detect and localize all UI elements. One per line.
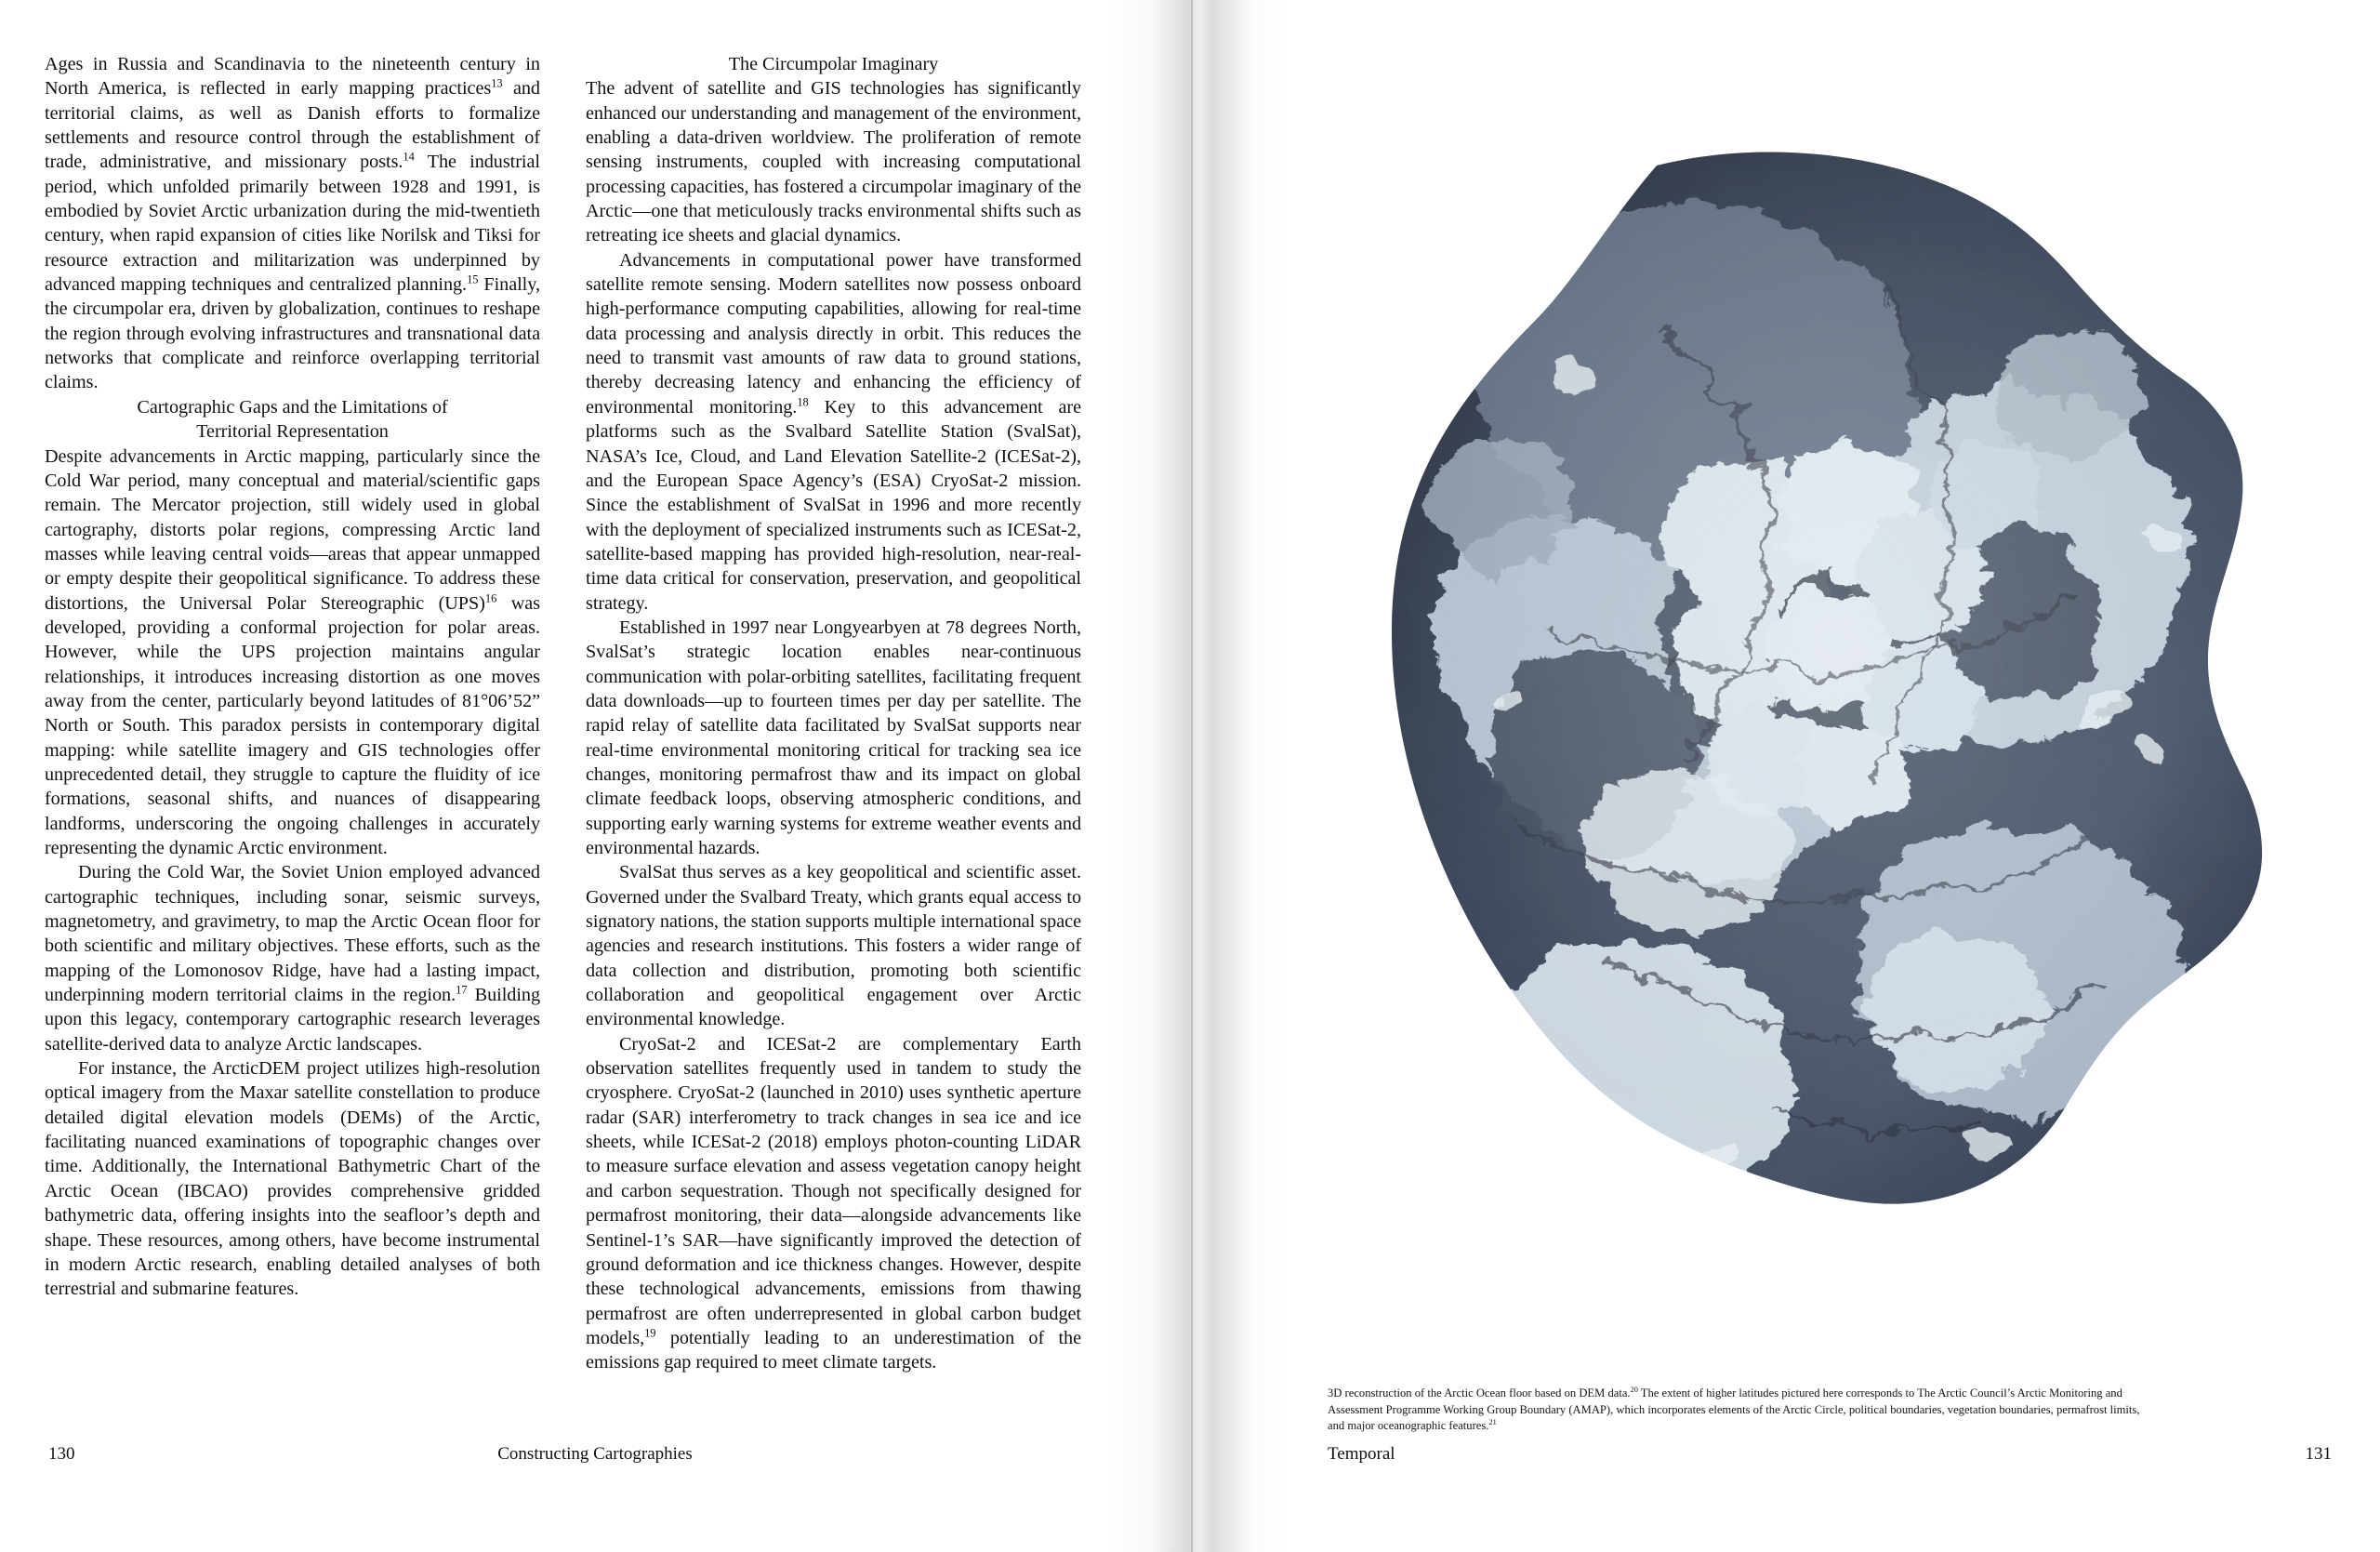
para-text: Advancements in computational power have transformed satellite remote sensing. Modern satellites now possess onboard high-performance computing capabilities, allowing for real-time data processing and analysis directly in orbit. This reduces the need to transmit vast amounts of raw data to ground stations, thereby decreasing latency and enhancing the efficiency of environmental monitoring. (586, 249, 1081, 418)
para-text: Finally, the circumpolar era, driven by globalization, continues to reshape the region through evolving infrastructures and transnational data networks that complicate and reinforce overlapping territorial claims. (45, 274, 540, 393)
caption-text: of the Arctic Circle, political boundaries, vegetation boundaries, permafrost limits, and major oceanographic features. (1328, 1402, 2140, 1433)
paragraph-1: The advent of satellite and GIS technologies has significantly enhanced our understanding and management of the environment, enabling a data-driven worldview. The proliferation of remote sensing instruments, coupled with increasing computational processing capacities, has fostered a circumpolar imaginary of the Arctic—one that meticulously tracks environmental shifts such as retreating ice sheets and glacial dynamics. (586, 78, 1081, 246)
para-text: Ages in Russia and Scandinavia to the nineteenth century in North America, is reflected in early mapping practices (45, 54, 540, 99)
footnote-marker-14: 14 (403, 150, 415, 164)
arctic-dem-illustration (1329, 139, 2306, 1283)
paragraph-3: Established in 1997 near Longyearbyen at 78 degrees North, SvalSat’s strategic location enables near-continuous communication with polar-orbiting satellites, facilitating frequent data downloads—up to fourteen times per day per satellite. The rapid relay of satellite data facilitated by SvalSat supports near real-time environmental monitoring critical for tracking sea ice changes, monitoring permafrost thaw and its impact on global climate feedback loops, observing atmospheric conditions, and supporting early warning systems for extreme weather events and environmental hazards. (586, 617, 1081, 858)
caption-text: 3D reconstruction of the Arctic Ocean floor based on DEM data. (1328, 1386, 1631, 1399)
section-heading-line-1: Cartographic Gaps and the Limitations of (137, 396, 448, 418)
para-text: Building upon this legacy, contemporary cartographic research leverages satellite-derived data to analyze Arctic landscapes. (45, 985, 541, 1055)
paragraph-2 (45, 444, 540, 861)
left-page-column-1 (45, 52, 540, 1302)
footnote-marker-17: 17 (456, 983, 468, 997)
footnote-marker-16: 16 (484, 590, 497, 604)
para-text: CryoSat-2 and ICESat-2 are complementary Earth observation satellites frequently used in tandem to study the cryosphere. CryoSat-2 (launched in 2010) uses synthetic aperture radar (SAR) interferometry to track changes in sea ice and ice sheets, while ICESat-2 (2018) employs photon-counting LiDAR to measure surface elevation and assess vegetation canopy height and carbon sequestration. Though not specifically designed for permafrost monitoring, their data—alongside advancements like Sentinel-1’s SAR—have significantly improved the detection of ground deformation and ice thickness changes. However, despite these technological advancements, emissions from thawing permafrost are often underrepresented in global carbon budget models, (586, 1033, 1081, 1348)
footnote-marker-21: 21 (1488, 1418, 1497, 1427)
paragraph-2 (586, 248, 1081, 616)
paragraph-continued (45, 52, 540, 395)
section-heading-line-2: Territorial Representation (196, 421, 389, 443)
paragraph-5 (586, 1032, 1081, 1375)
figure-caption (1328, 1386, 2150, 1435)
paragraph-3 (45, 860, 540, 1056)
footnote-marker-18: 18 (797, 395, 809, 409)
paragraph-4: SvalSat thus serves as a key geopolitical and scientific asset. Governed under the Svalbard Treaty, which grants equal access to signatory nations, the station supports multiple international space agencies and research institutions. This fosters a wider range of data collection and distribution, promoting both scientific collaboration and geopolitical engagement over Arctic environmental knowledge. (586, 862, 1081, 1030)
para-text: During the Cold War, the Soviet Union employed advanced cartographic techniques, including sonar, seismic surveys, magnetometry, and gravimetry, to map the Arctic Ocean floor for both scientific and military objectives. These efforts, such as the mapping of the Lomonosov Ridge, have had a lasting impact, underpinning modern territorial claims in the region. (45, 862, 540, 1006)
left-page-column-2 (586, 52, 1081, 1375)
para-text: was developed, providing a conformal projection for polar areas. However, while the UPS projection maintains angular relationships, it introduces increasing distortion as one moves away from the center, particularly beyond latitudes of 81°06’52” North or South. This paradox persists in contemporary digital mapping: while satellite imagery and GIS technologies offer unprecedented detail, they struggle to capture the fluidity of ice formations, seasonal shifts, and nuances of disappearing landforms, underscoring the ongoing challenges in accurately representing the dynamic Arctic environment. (45, 592, 540, 858)
folio-right-number: 131 (2305, 1444, 2332, 1464)
caption-text: The extent of higher latitudes pictured here corresponds to (1637, 1386, 1915, 1399)
dem-body (1329, 139, 2306, 1283)
footnote-marker-20: 20 (1630, 1386, 1638, 1395)
footnote-marker-19: 19 (644, 1326, 656, 1340)
footnote-marker-13: 13 (491, 76, 503, 90)
para-text: The industrial period, which unfolded primarily between 1928 and 1991, is embodied by Soviet Arctic urbanization during the mid-twentieth century, when rapid expansion of cities like Norilsk and Tiksi for resource extraction and militarization was underpinned by advanced mapping techniques and centralized planning. (45, 152, 540, 296)
footnote-marker-15: 15 (467, 272, 479, 286)
folio-left-number: 130 (48, 1444, 75, 1464)
paragraph-4: For instance, the ArcticDEM project utilizes high-resolution optical imagery from the Maxar satellite constellation to produce detailed digital elevation models (DEMs) of the Arctic, facilitating nuanced examinations of topographic changes over time. Additionally, the International Bathymetric Chart of the Arctic Ocean (IBCAO) provides comprehensive gridded bathymetric data, offering insights into the seafloor’s depth and shape. These resources, among others, have become instrumental in modern Arctic research, enabling detailed analyses of both terrestrial and submarine features. (45, 1058, 540, 1300)
para-text: potentially leading to an underestimation of the emissions gap required to meet climate targets. (586, 1327, 1081, 1373)
running-title-right: Temporal (1328, 1444, 1395, 1464)
arctic-ocean-floor-figure (1329, 139, 2306, 1283)
para-text: and territorial claims, as well as Danish efforts to formalize settlements and resource control through the establishment of trade, administrative, and missionary posts. (45, 78, 540, 173)
caption-text: The Arctic Council’s Arctic Monitoring and Assessment Programme Working Group Boundary (AMAP), which incorporates elements (1328, 1386, 2122, 1416)
section-heading-circumpolar-imaginary: The Circumpolar Imaginary (728, 54, 939, 74)
para-text: Key to this advancement are platforms such as the Svalbard Satellite Station (SvalSat), NASA’s Ice, Cloud, and Land Elevation Satellite-2 (ICESat-2), and the European Space Agency’s (ESA) CryoSat-2 mission. Since the establishment of SvalSat in 1996 and more recently with the deployment of specialized instruments such as ICESat-2, satellite-based mapping has provided high-resolution, near-real-time data critical for conservation, preservation, and geopolitical strategy. (586, 396, 1082, 614)
running-title-left: Constructing Cartographies (497, 1444, 693, 1464)
para-text: Despite advancements in Arctic mapping, particularly since the Cold War period, many conceptual and material/scientific gaps remain. The Mercator projection, still widely used in global cartography, distorts polar regions, compressing Arctic land masses while leaving central voids—areas that appear unmapped or empty despite their geopolitical significance. To address these distortions, the Universal Polar Stereographic (UPS) (45, 445, 540, 614)
